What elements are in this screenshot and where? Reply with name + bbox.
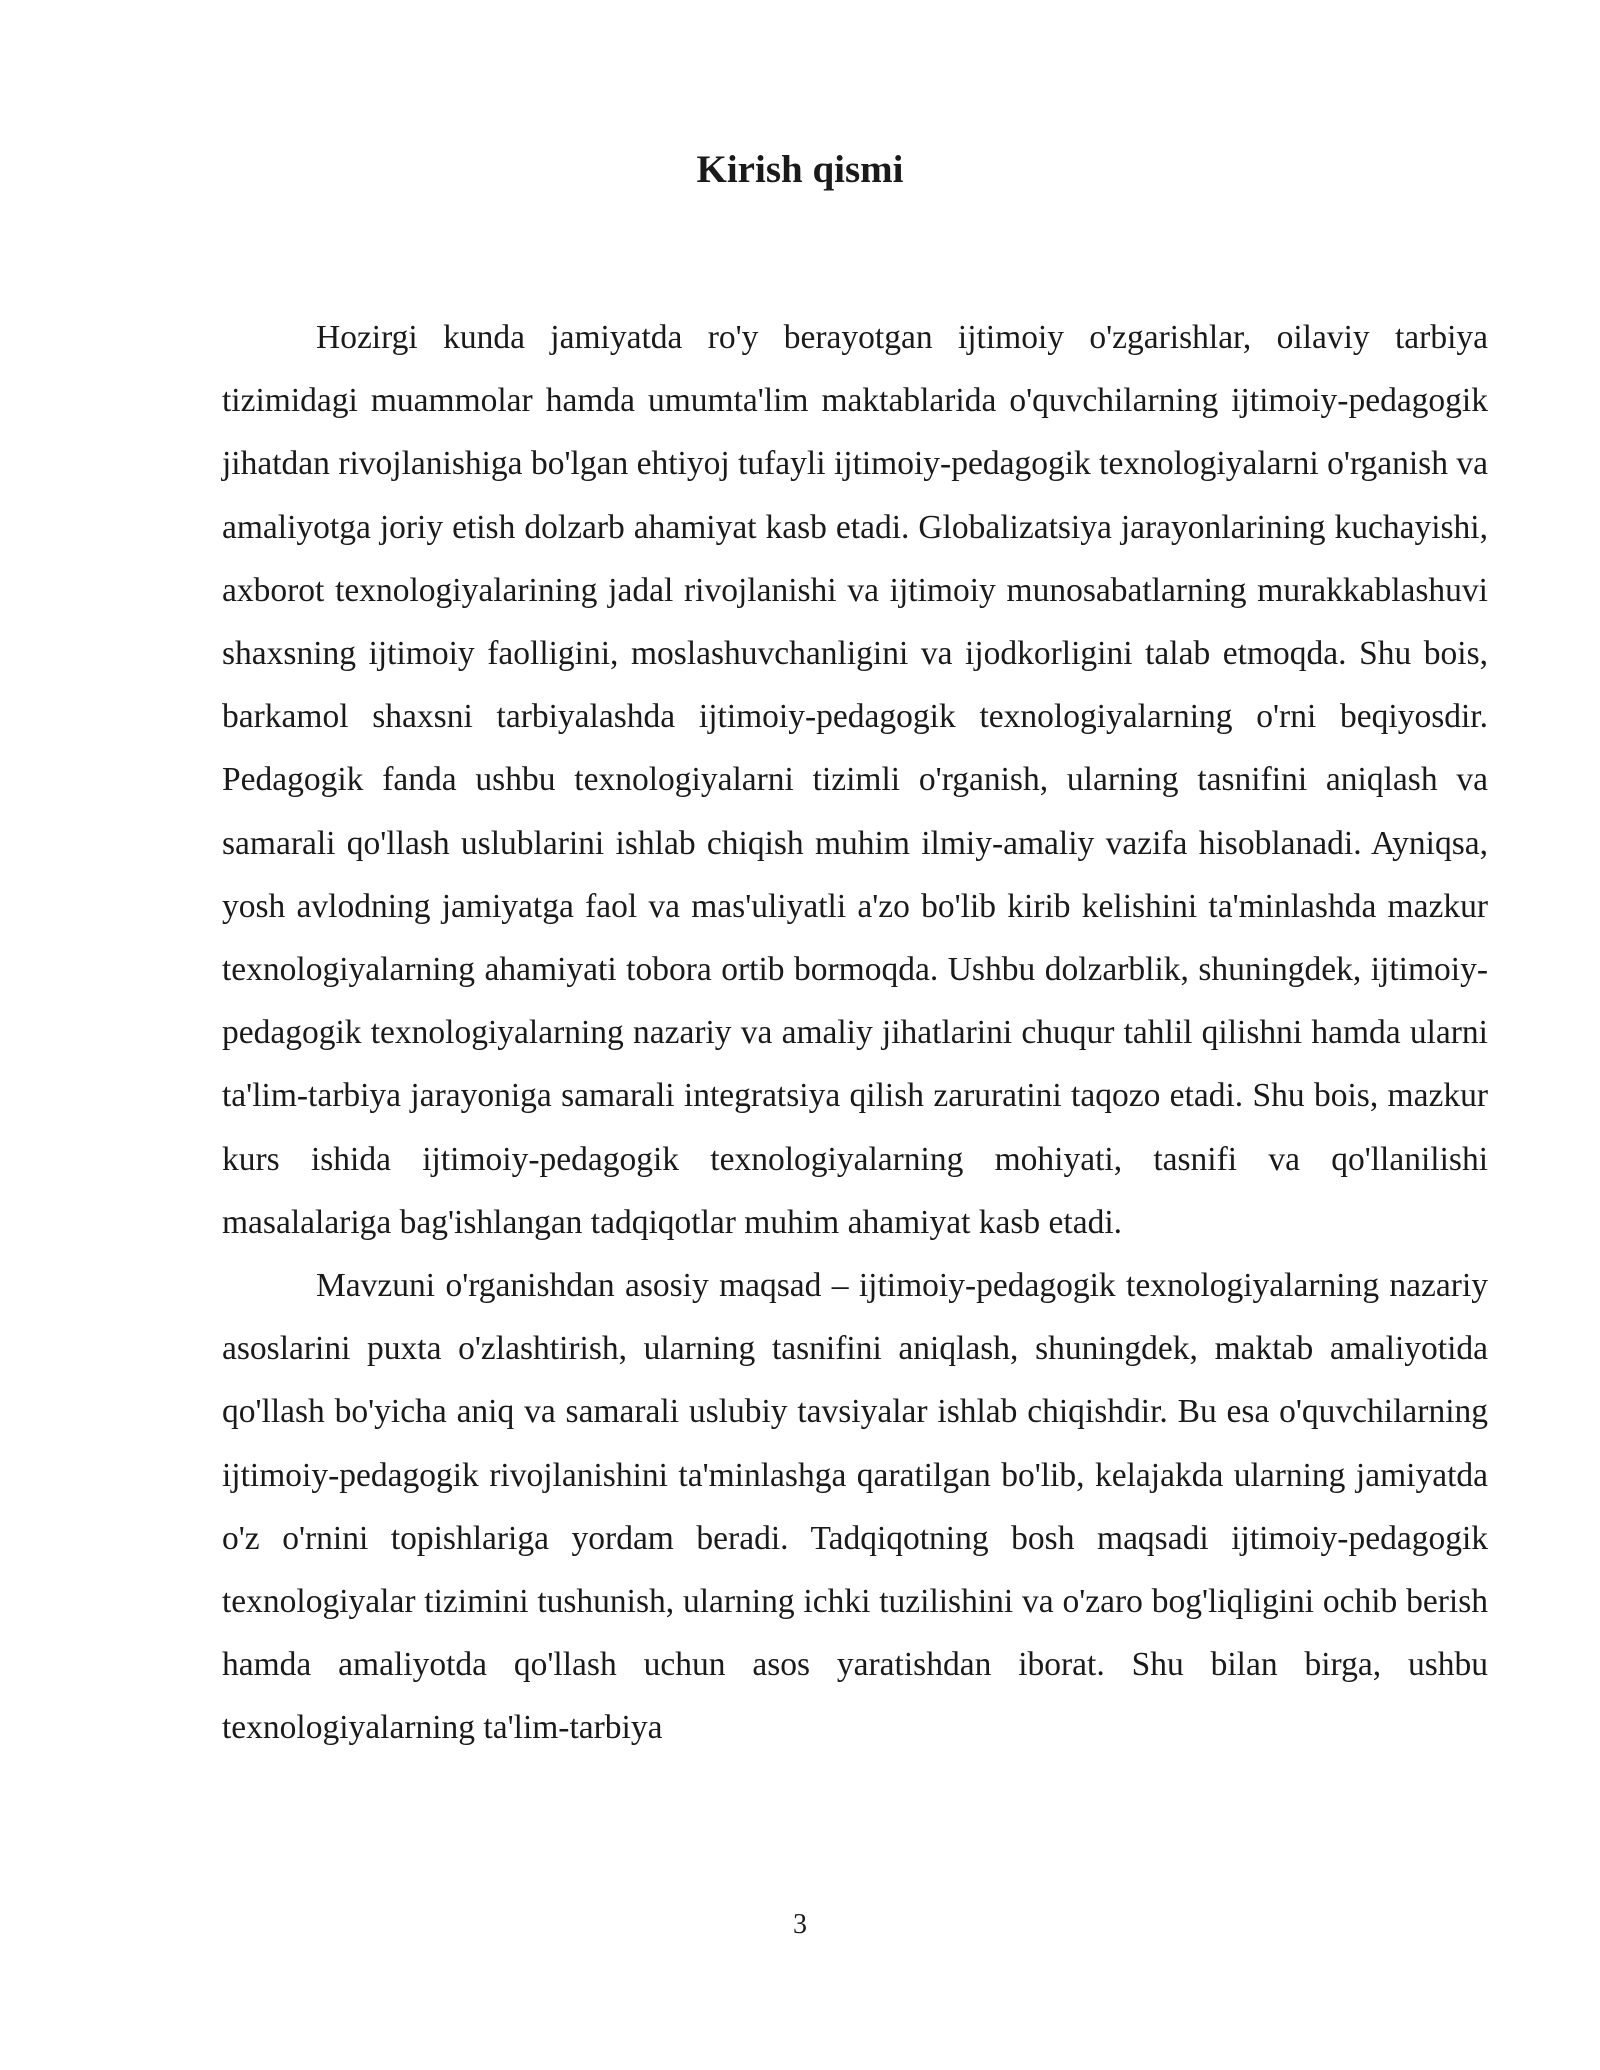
paragraph-introduction: Hozirgi kunda jamiyatda ro'y berayotgan ijtimoiy o'zgarishlar, oilaviy tarbiya tizimidagi muammolar hamda umumta'lim maktablarida o'quvchilarning ijtimoiy-pedagogik jihatdan rivojlanishiga bo'lgan ehtiyoj tufayli ijtimoiy-pedagogik texnologiyalarni o'rganish va amaliyotga joriy etish dolzarb ahamiyat kasb etadi. Globalizatsiya jarayonlarining kuchayishi, axborot texnologiyalarining jadal rivojlanishi va ijtimoiy munosabatlarning murakkablashuvi shaxsning ijtimoiy faolligini, moslashuvchanligini va ijodkorligini talab etmoqda. Shu bois, barkamol shaxsni tarbiyalashda ijtimoiy-pedagogik texnologiyalarning o'rni beqiyosdir. Pedagogik fanda ushbu texnologiyalarni tizimli o'rganish, ularning tasnifini aniqlash va samarali qo'llash uslublarini ishlab chiqish muhim ilmiy-amaliy vazifa hisoblanadi. Ayniqsa, yosh avlodning jamiyatga faol va mas'uliyatli a'zo bo'lib kirib kelishini ta'minlashda mazkur texnologiyalarning ahamiyati tobora ortib bormoqda. Ushbu dolzarblik, shuningdek, ijtimoiy-pedagogik texnologiyalarning nazariy va amaliy jihatlarini chuqur tahlil qilishni hamda ularni ta'lim-tarbiya jarayoniga samarali integratsiya qilish zaruratini taqozo etadi. Shu bois, mazkur kurs ishida ijtimoiy-pedagogik texnologiyalarning mohiyati, tasnifi va qo'llanilishi masalalariga bag'ishlangan tadqiqotlar muhim ahamiyat kasb etadi.: [222, 319, 1488, 1241]
body-text: [222, 306, 1488, 1760]
paragraph-purpose: Mavzuni o'rganishdan asosiy maqsad – ijtimoiy-pedagogik texnologiyalarning nazariy asoslarini puxta o'zlashtirish, ularning tasnifini aniqlash, shuningdek, maktab amaliyotida qo'llash bo'yicha aniq va samarali uslubiy tavsiyalar ishlab chiqishdir. Bu esa o'quvchilarning ijtimoiy-pedagogik rivojlanishini ta'minlashga qaratilgan bo'lib, kelajakda ularning jamiyatda o'z o'rnini topishlariga yordam beradi. Tadqiqotning bosh maqsadi ijtimoiy-pedagogik texnologiyalar tizimini tushunish, ularning ichki tuzilishini va o'zaro bog'liqligini ochib berish hamda amaliyotda qo'llash uchun asos yaratishdan iborat. Shu bilan birga, ushbu texnologiyalarning ta'lim-tarbiya: [222, 1267, 1488, 1747]
page-title: Kirish qismi: [696, 148, 904, 191]
page-number: 3: [793, 1909, 807, 1940]
